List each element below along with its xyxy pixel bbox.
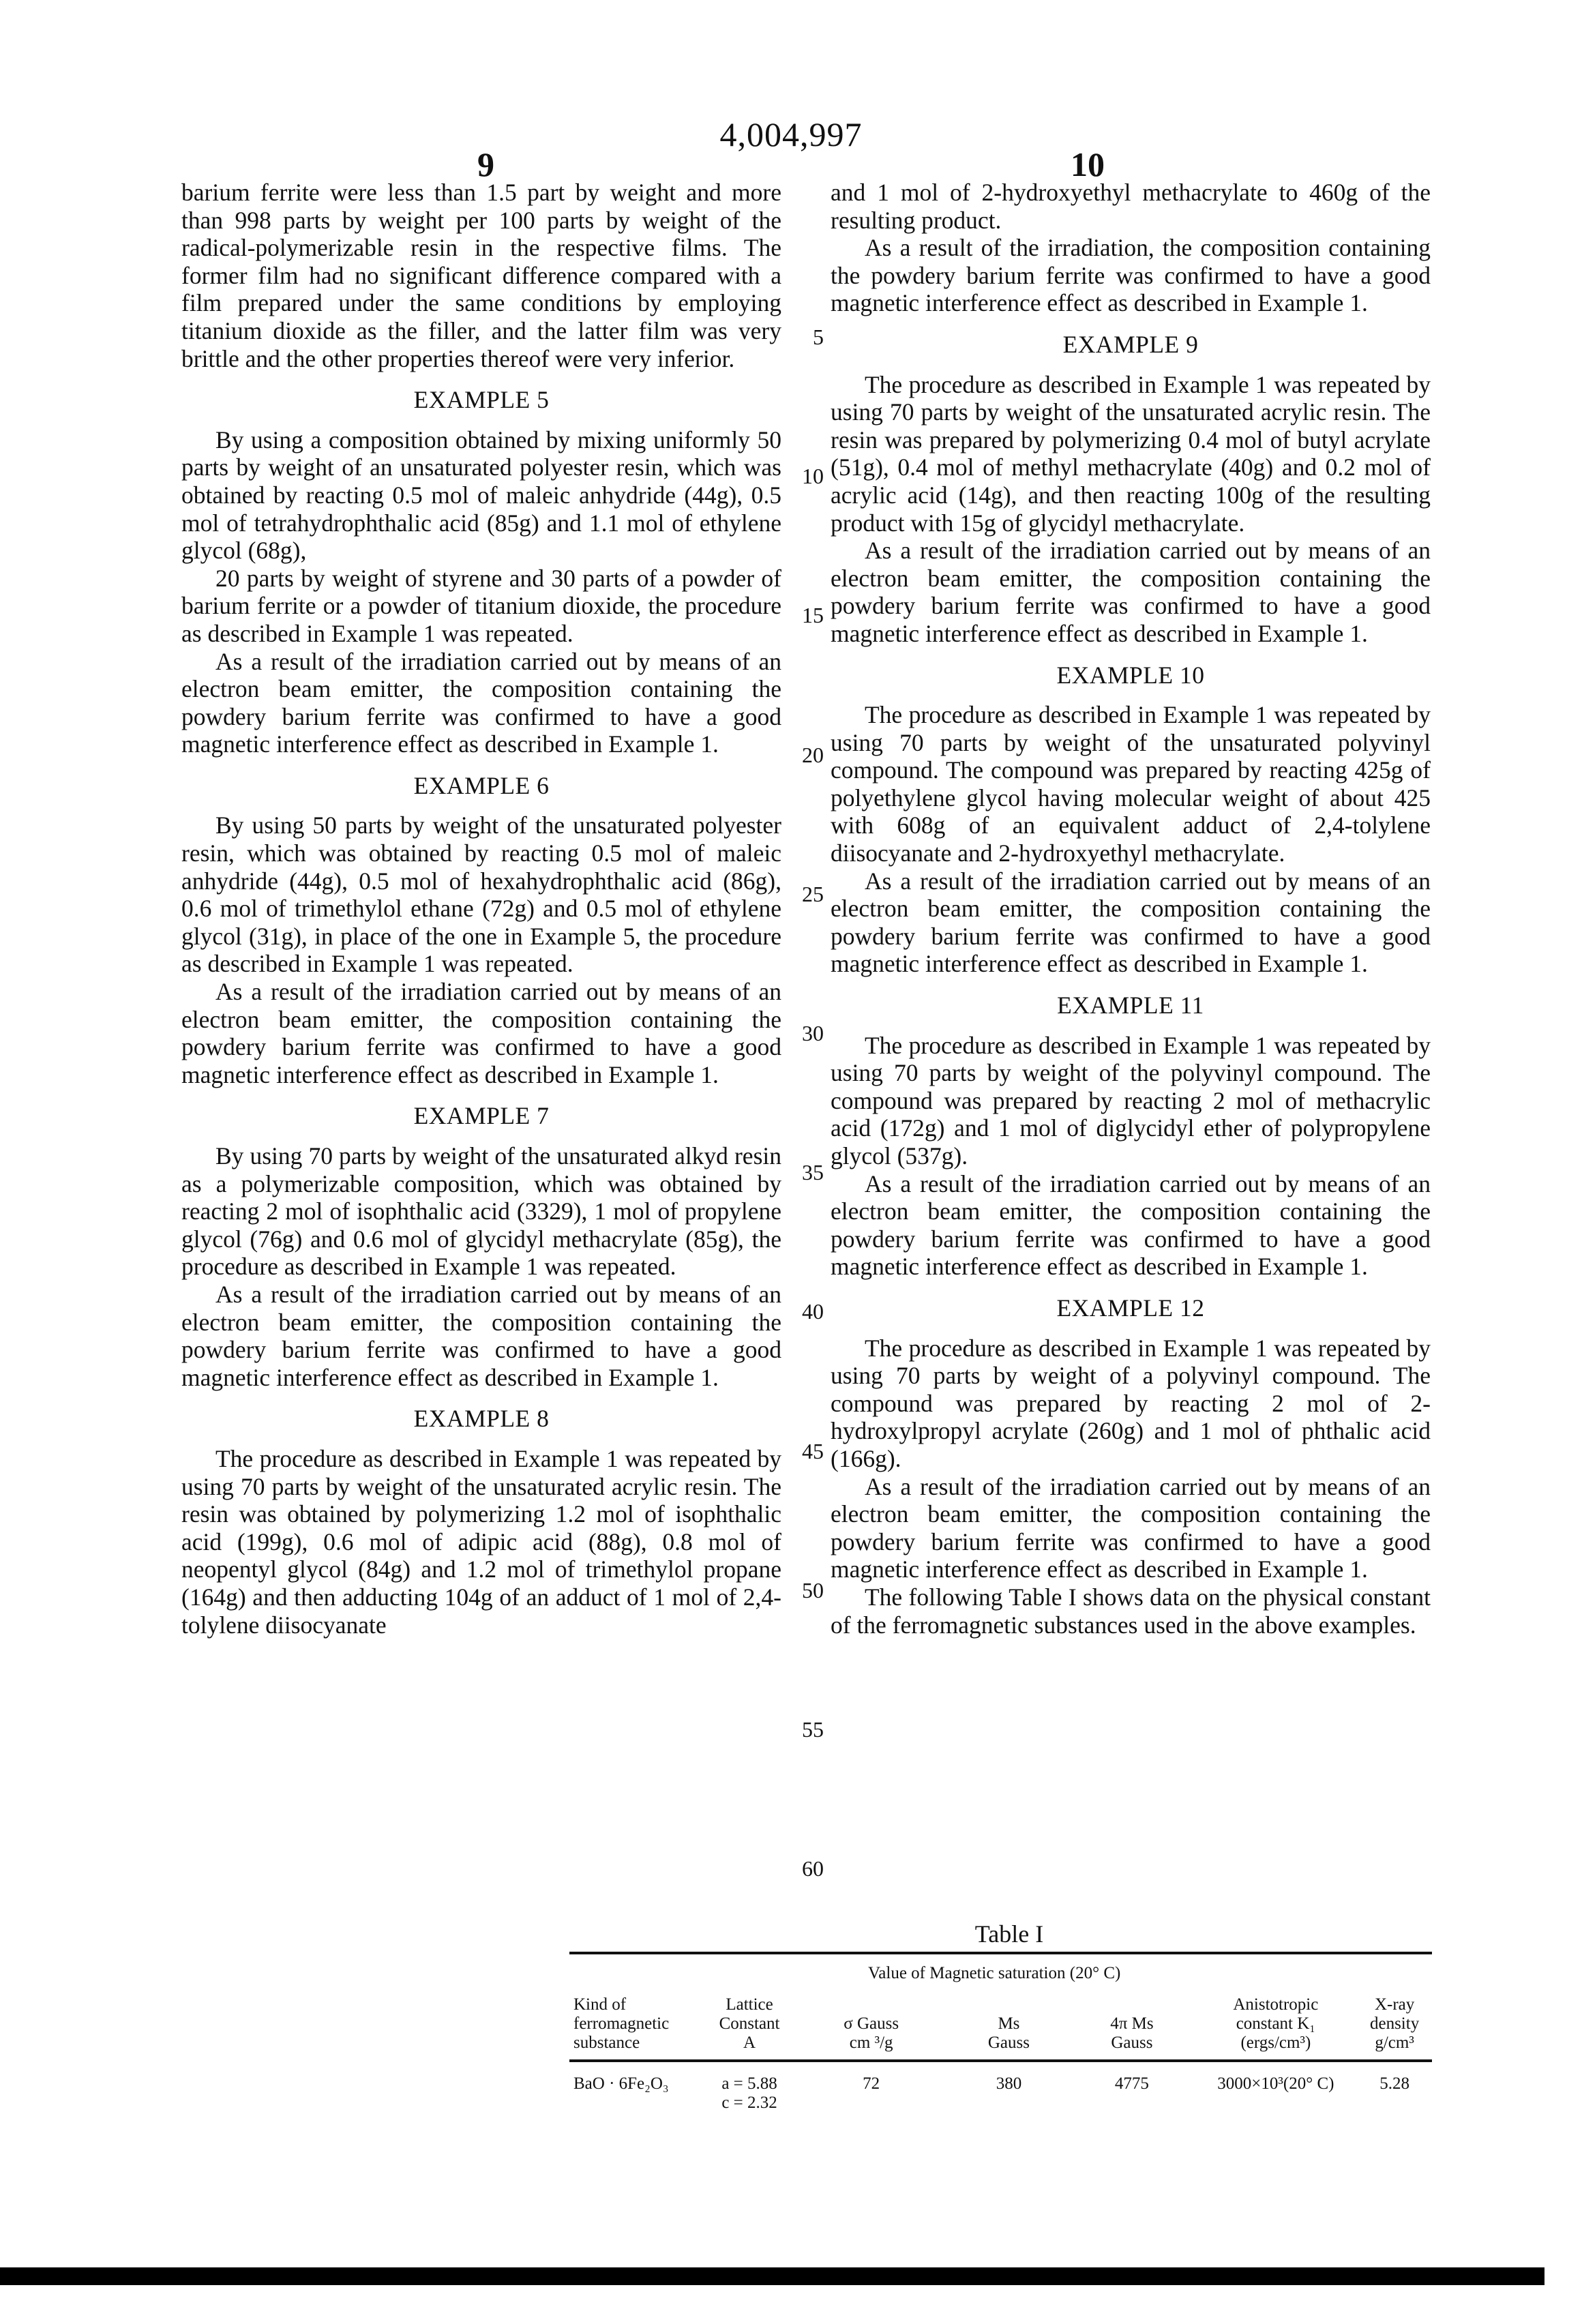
column-header-line: Gauss xyxy=(987,2034,1030,2052)
example-heading: EXAMPLE 8 xyxy=(413,1405,550,1433)
paragraph: As a result of the irradiation carried out by means of an electron beam emitter, the composition containing the powdery barium ferrite was confirmed to have a good magnetic interference effect as described in Example 1. xyxy=(831,1472,1431,1583)
column-header xyxy=(569,1990,704,2061)
cell-substance xyxy=(569,2061,704,2113)
paragraph: 20 parts by weight of styrene and 30 parts of a powder of barium ferrite or a powder of titanium dioxide, the procedure as described in Example 1 was repeated. xyxy=(181,564,781,647)
cell-value: a = 5.88 xyxy=(721,2074,777,2093)
column-header-line: Ms xyxy=(998,2014,1020,2033)
paragraph: As a result of the irradiation, the composition containing the powdery barium ferrite was confirmed to have a good magnetic interference effect as described in Example 1. xyxy=(831,234,1431,317)
line-number: 40 xyxy=(802,1299,824,1324)
line-number: 50 xyxy=(802,1578,824,1603)
cell-value: c = 2.32 xyxy=(721,2094,777,2112)
column-header-line: ferromagnetic xyxy=(573,2014,670,2033)
paragraph: By using 50 parts by weight of the unsaturated polyester resin, which was obtained by reacting 0.5 mol of maleic anhydride (44g), 0.5 mol of hexahydrophthalic acid (86g), 0.6 mol of trimethylol ethane (72g) and 0.5 mol of ethylene glycol (31g), in place of the one in Example 5, the procedure as described in Example 1 was repeated. xyxy=(181,811,781,978)
line-number: 45 xyxy=(802,1439,824,1463)
cell-xray-density xyxy=(1357,2061,1432,2113)
line-number: 30 xyxy=(802,1021,824,1045)
paragraph: As a result of the irradiation carried out by means of an electron beam emitter, the composition containing the powdery barium ferrite was confirmed to have a good magnetic interference effect as described in Example 1. xyxy=(831,867,1431,978)
line-number: 15 xyxy=(802,603,824,627)
line-number: 35 xyxy=(802,1160,824,1185)
column-header-line: Constant xyxy=(719,2014,780,2033)
group-header-magnetic-saturation: Value of Magnetic saturation (20° C) xyxy=(794,1953,1195,1990)
column-number-right: 10 xyxy=(1071,145,1105,183)
column-number-left: 9 xyxy=(477,145,494,183)
line-number: 20 xyxy=(802,743,824,767)
paragraph: The procedure as described in Example 1 was repeated by using 70 parts by weight of the unsaturated polyvinyl compound. The compound was prepared by reacting 425g of polyethylene glycol having molecular weight of about 425 with 608g of an equivalent adduct of 2,4-tolylene diisocyanate and 2-hydroxyethyl methacrylate. xyxy=(831,701,1431,867)
column-header-line: X-ray xyxy=(1374,1995,1415,2014)
table-row xyxy=(569,2061,1432,2113)
column-header-line: A xyxy=(743,2034,756,2052)
paragraph: As a result of the irradiation carried out by means of an electron beam emitter, the composition containing the powdery barium ferrite was confirmed to have a good magnetic interference effect as described in Example 1. xyxy=(181,978,781,1088)
paragraph: The following Table I shows data on the physical constant of the ferromagnetic substances used in the above examples. xyxy=(831,1583,1431,1639)
paragraph: By using a composition obtained by mixing uniformly 50 parts by weight of an unsaturated polyester resin, which was obtained by reacting 0.5 mol of maleic anhydride (44g), 0.5 mol of tetrahydrophthalic acid (85g) and 1.1 mol of ethylene glycol (68g), xyxy=(181,426,781,565)
column-header xyxy=(949,1990,1070,2061)
cell-value: BaO · 6Fe₂O₃ xyxy=(573,2074,669,2093)
line-number: 55 xyxy=(802,1717,824,1742)
cell-ms-gauss xyxy=(949,2061,1070,2113)
paragraph: barium ferrite were less than 1.5 part by weight and more than 998 parts by weight per 100 parts by weight of the radical-polymerizable resin in the respective films. The former film had no significant difference compared with a film prepared under the same conditions by employing titanium dioxide as the filler, and the latter film was very brittle and the other properties thereof were very inferior. xyxy=(181,179,781,372)
example-heading: EXAMPLE 12 xyxy=(1056,1294,1205,1322)
table-group-header-row xyxy=(569,1953,1432,1990)
example-heading: EXAMPLE 7 xyxy=(413,1102,550,1130)
cell-four-pi-ms-gauss xyxy=(1069,2061,1194,2113)
paragraph: The procedure as described in Example 1 was repeated by using 70 parts by weight of a polyvinyl compound. The compound was prepared by reacting 2 mol of 2-hydroxylpropyl acrylate (260g) and 1 mol of phthalic acid (166g). xyxy=(831,1334,1431,1472)
line-number: 10 xyxy=(802,464,824,488)
cell-anisotropic-constant xyxy=(1195,2061,1358,2113)
cell-lattice-constant xyxy=(704,2061,794,2113)
right-text-column xyxy=(831,179,1431,1639)
column-header-line: constant K₁ xyxy=(1236,2014,1316,2033)
example-heading: EXAMPLE 5 xyxy=(413,386,550,414)
column-header xyxy=(1357,1990,1432,2061)
line-number: 60 xyxy=(802,1856,824,1881)
paragraph: The procedure as described in Example 1 was repeated by using 70 parts by weight of the polyvinyl compound. The compound was prepared by reacting 2 mol of methacrylic acid (172g) and 1 mol of diglycidyl ether of polypropylene glycol (537g). xyxy=(831,1031,1431,1170)
column-header-line: density xyxy=(1369,2014,1420,2033)
paragraph: The procedure as described in Example 1 was repeated by using 70 parts by weight of the unsaturated acrylic resin. The resin was prepared by polymerizing 0.4 mol of butyl acrylate (51g), 0.4 mol of methyl methacrylate (40g) and 0.2 mol of acrylic acid (14g), and then reacting 100g of the resulting product with 15g of glycidyl methacrylate. xyxy=(831,370,1431,537)
line-number: 25 xyxy=(802,882,824,906)
column-header-line: (ergs/cm³) xyxy=(1240,2034,1311,2052)
example-heading: EXAMPLE 6 xyxy=(413,771,550,799)
column-header-line: Gauss xyxy=(1111,2034,1153,2052)
paragraph: As a result of the irradiation carried out by means of an electron beam emitter, the composition containing the powdery barium ferrite was confirmed to have a good magnetic interference effect as described in Example 1. xyxy=(831,1170,1431,1281)
example-heading: EXAMPLE 11 xyxy=(1057,992,1204,1019)
cell-value: 3000×10³(20° C) xyxy=(1217,2074,1334,2093)
column-header xyxy=(794,1990,949,2061)
column-header-line: Lattice xyxy=(726,1995,773,2014)
left-text-column xyxy=(181,179,781,1639)
example-heading: EXAMPLE 9 xyxy=(1062,330,1199,358)
column-header-line: 4π Ms xyxy=(1110,2014,1154,2033)
column-header-line: substance xyxy=(573,2034,640,2052)
cell-value: 380 xyxy=(996,2074,1022,2093)
paragraph: By using 70 parts by weight of the unsaturated alkyd resin as a polymerizable composition, which was obtained by reacting 2 mol of isophthalic acid (3329), 1 mol of propylene glycol (76g) and 0.6 mol of glycidyl methacrylate (85g), the procedure as described in Example 1 was repeated. xyxy=(181,1142,781,1281)
column-header-line: cm ³/g xyxy=(849,2034,893,2052)
paragraph: As a result of the irradiation carried out by means of an electron beam emitter, the composition containing the powdery barium ferrite was confirmed to have a good magnetic interference effect as described in Example 1. xyxy=(181,647,781,758)
patent-number: 4,004,997 xyxy=(719,115,863,153)
paragraph: The procedure as described in Example 1 was repeated by using 70 parts by weight of the unsaturated acrylic resin. The resin was obtained by polymerizing 1.2 mol of isophthalic acid (199g), 0.6 mol of adipic acid (88g), 0.8 mol of neopentyl glycol (84g) and 1.2 mol of trimethylol propane (164g) and then adducting 104g of an adduct of 1 mol of 2,4-tolylene diisocyanate xyxy=(181,1444,781,1639)
column-header-line: g/cm³ xyxy=(1375,2034,1414,2052)
line-number: 5 xyxy=(813,325,824,349)
cell-value: 72 xyxy=(863,2074,880,2093)
column-header-line: Kind of xyxy=(573,1995,627,2014)
column-header xyxy=(1069,1990,1194,2061)
page-bottom-rule xyxy=(0,2267,1544,2285)
paragraph: As a result of the irradiation carried out by means of an electron beam emitter, the composition containing the powdery barium ferrite was confirmed to have a good magnetic interference effect as described in Example 1. xyxy=(181,1280,781,1391)
column-header-line: Anistotropic xyxy=(1233,1995,1319,2014)
column-header-line: σ Gauss xyxy=(844,2014,899,2033)
column-header xyxy=(704,1990,794,2061)
cell-value: 4775 xyxy=(1114,2074,1149,2093)
cell-value: 5.28 xyxy=(1379,2074,1409,2093)
example-heading: EXAMPLE 10 xyxy=(1056,661,1205,689)
table-column-header-row xyxy=(569,1990,1432,2061)
column-header xyxy=(1195,1990,1358,2061)
ferromagnetic-properties-table xyxy=(569,1952,1432,2113)
table-title: Table I xyxy=(974,1920,1044,1948)
cell-sigma-gauss xyxy=(794,2061,949,2113)
paragraph: and 1 mol of 2-hydroxyethyl methacrylate to 460g of the resulting product. xyxy=(831,179,1431,234)
paragraph: As a result of the irradiation carried out by means of an electron beam emitter, the composition containing the powdery barium ferrite was confirmed to have a good magnetic interference effect as described in Example 1. xyxy=(831,537,1431,647)
